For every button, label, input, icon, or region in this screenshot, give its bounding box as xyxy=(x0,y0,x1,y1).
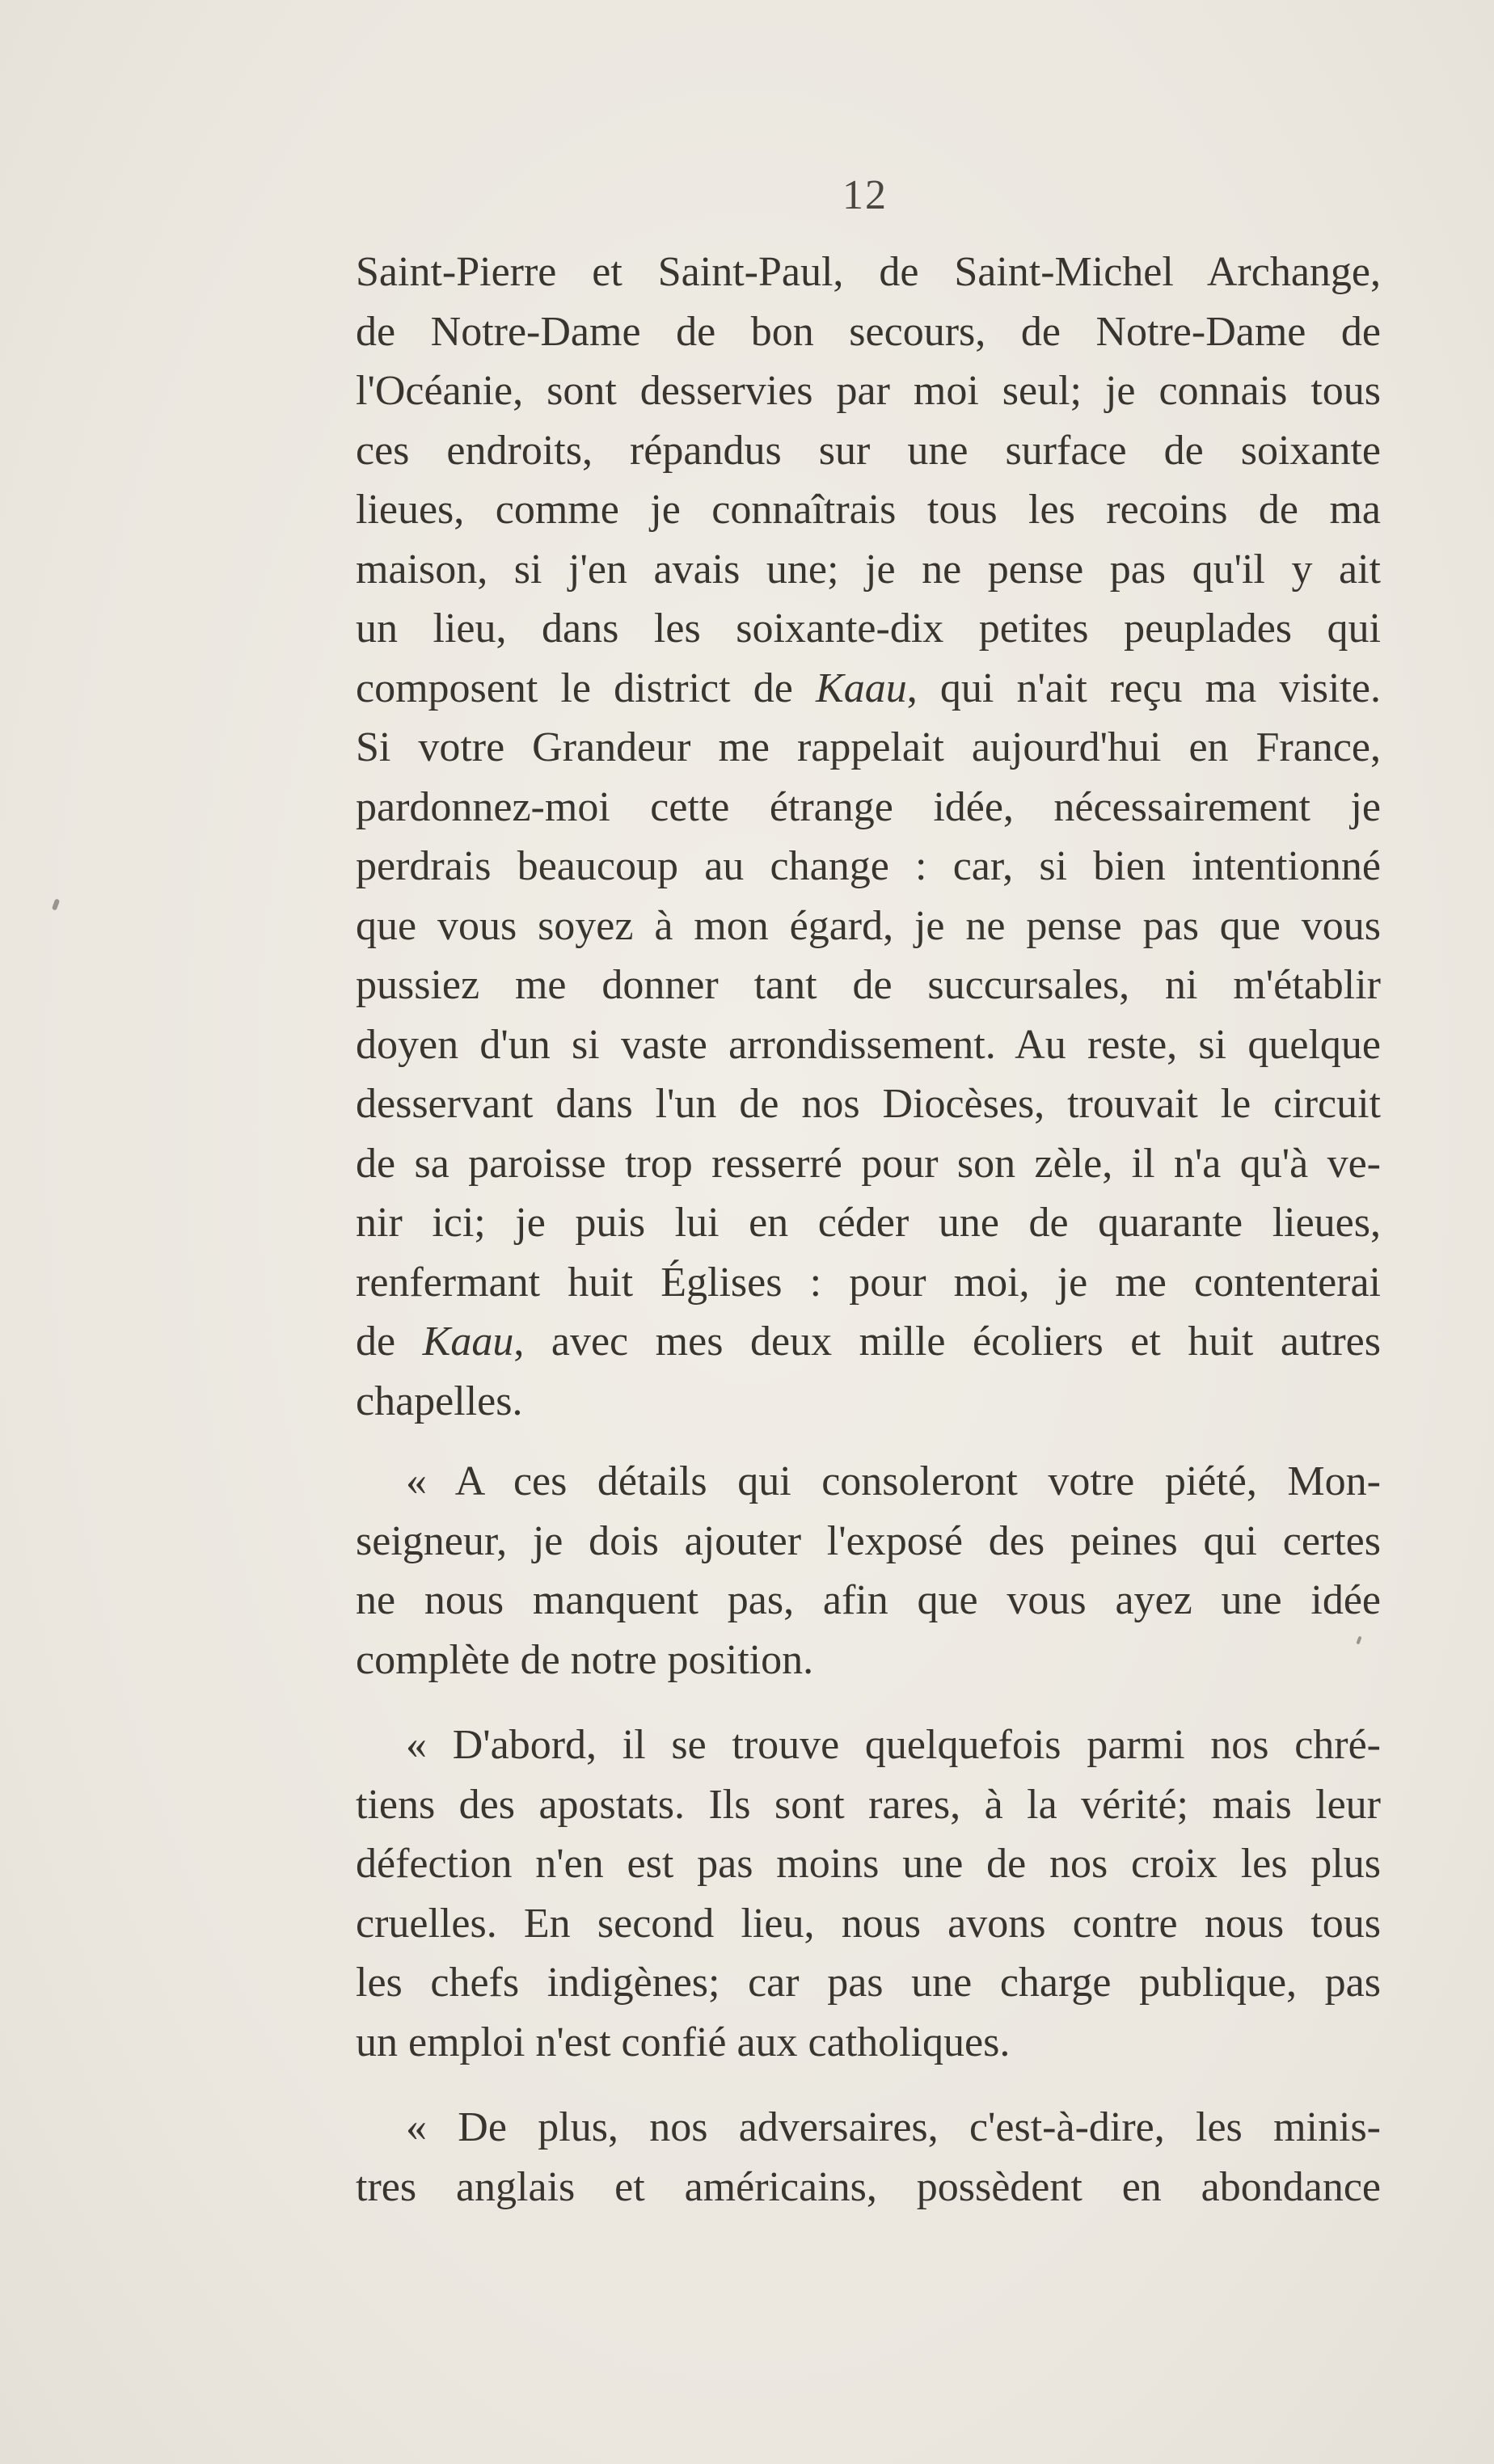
paragraph-gap xyxy=(356,1690,1381,1715)
text-line: pardonnez-moi cette étrange idée, nécessairement je xyxy=(356,783,1381,830)
text-line: renfermant huit Églises : pour moi, je me contenterai xyxy=(356,1259,1381,1306)
paragraph-first-line: « A ces détails qui consoleront votre piété, Mon- xyxy=(406,1458,1381,1504)
text-line: complète de notre position. xyxy=(356,1636,814,1683)
text-line: tiens des apostats. Ils sont rares, à la vérité; mais leur xyxy=(356,1781,1381,1828)
text-line: doyen d'un si vaste arrondissement. Au reste, si quelque xyxy=(356,1021,1381,1068)
text-line: défection n'en est pas moins une de nos croix les plus xyxy=(356,1841,1381,1887)
text-line: perdrais beaucoup au change : car, si bien intentionné xyxy=(356,843,1381,889)
text-line: desservant dans l'un de nos Diocèses, trouvait le circuit xyxy=(356,1081,1381,1127)
text-line: chapelles. xyxy=(356,1378,523,1424)
text-line: ne nous manquent pas, afin que vous ayez une idée xyxy=(356,1577,1381,1623)
page-number: 12 xyxy=(842,172,888,218)
text-line: de Notre-Dame de bon secours, de Notre-Dame de xyxy=(356,308,1381,355)
text-line: un lieu, dans les soixante-dix petites peuplades qui xyxy=(356,605,1381,652)
place-name-kaau: Kaau xyxy=(422,1318,514,1365)
text-line: nir ici; je puis lui en céder une de quarante lieues, xyxy=(356,1200,1381,1246)
page-text xyxy=(356,243,1381,2217)
text-line: de Kaau, avec mes deux mille écoliers et huit autres xyxy=(356,1318,1381,1365)
text-line: lieues, comme je connaîtrais tous les recoins de ma xyxy=(356,487,1381,533)
text-line: ces endroits, répandus sur une surface de soixante xyxy=(356,427,1381,474)
text-line: de sa paroisse trop resserré pour son zèle, il n'a qu'à ve- xyxy=(356,1140,1381,1187)
text-line: que vous soyez à mon égard, je ne pense pas que vous xyxy=(356,902,1381,949)
paragraph-gap xyxy=(356,2072,1381,2098)
text-line: pussiez me donner tant de succursales, ni m'établir xyxy=(356,962,1381,1008)
text-line: Saint-Pierre et Saint-Paul, de Saint-Michel Archange, xyxy=(356,249,1381,295)
text-line: tres anglais et américains, possèdent en abondance xyxy=(356,2163,1381,2210)
text-line: l'Océanie, sont desservies par moi seul; je connais tous xyxy=(356,368,1381,414)
text-line: maison, si j'en avais une; je ne pense pas qu'il y ait xyxy=(356,546,1381,593)
text-line: seigneur, je dois ajouter l'exposé des peines qui certes xyxy=(356,1517,1381,1564)
paper-speck xyxy=(52,898,60,910)
text-line: les chefs indigènes; car pas une charge publique, pas xyxy=(356,1960,1381,2006)
text-line: cruelles. En second lieu, nous avons contre nous tous xyxy=(356,1900,1381,1947)
paragraph-first-line: « D'abord, il se trouve quelquefois parmi nos chré- xyxy=(406,1722,1381,1768)
paragraph-gap xyxy=(356,1431,1381,1452)
text-line: composent le district de Kaau, qui n'ait reçu ma visite. xyxy=(356,665,1382,711)
text-line: un emploi n'est confié aux catholiques. xyxy=(356,2019,1011,2065)
paragraph-first-line: « De plus, nos adversaires, c'est-à-dire, les minis- xyxy=(406,2104,1381,2150)
text-line: Si votre Grandeur me rappelait aujourd'hui en France, xyxy=(356,724,1381,770)
place-name-kaau: Kaau xyxy=(816,665,907,711)
